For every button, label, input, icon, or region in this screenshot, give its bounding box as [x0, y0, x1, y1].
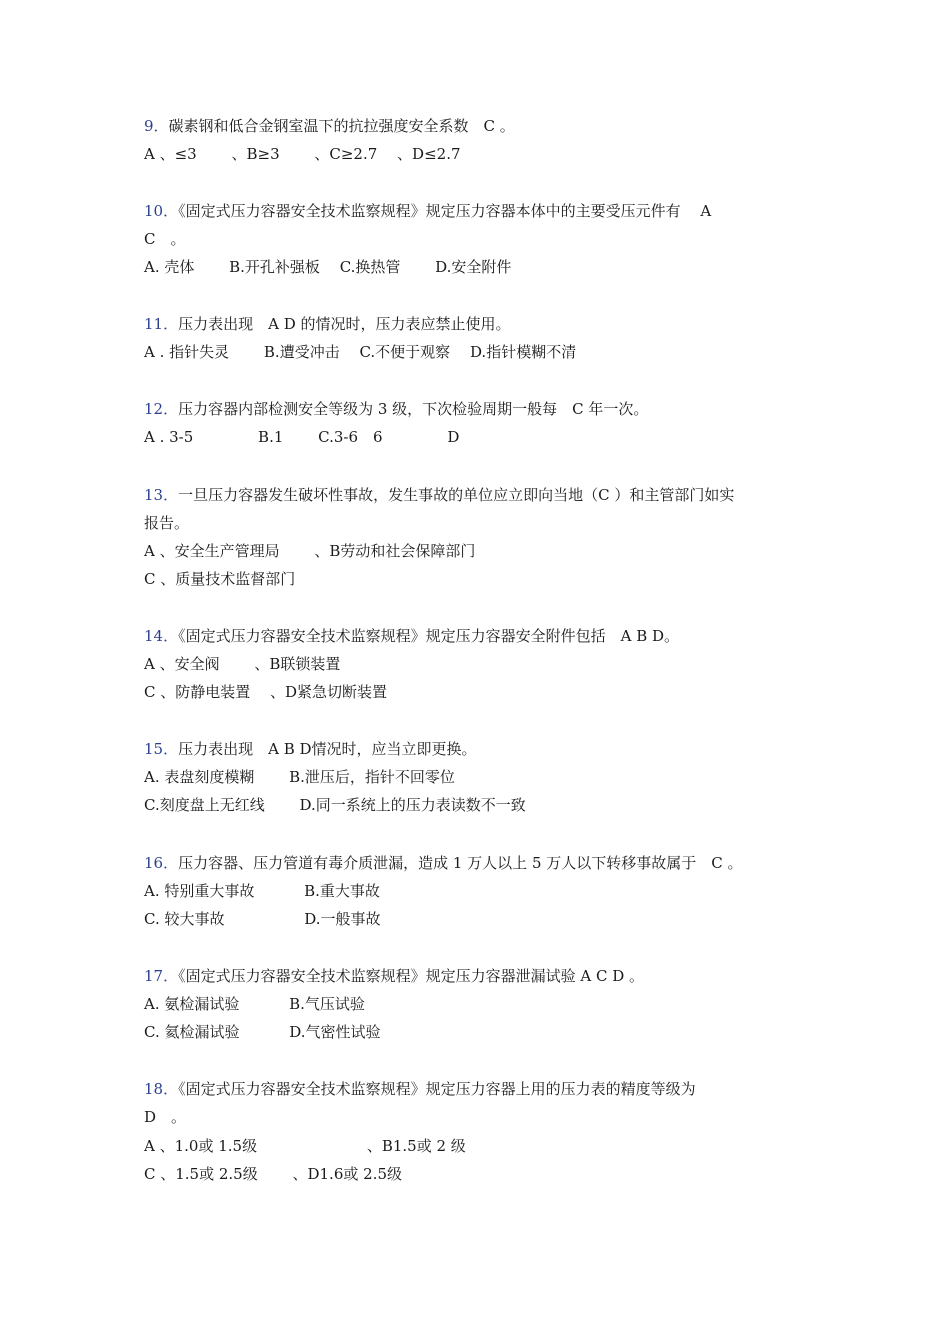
option-line: A . 指针失灵 B.遭受冲击 C.不便于观察 D.指针模糊不清: [144, 343, 577, 361]
question-stem: [144, 739, 477, 759]
question-text-continued: D 。: [144, 1108, 187, 1126]
option-line: C.刻度盘上无红线 D.同一系统上的压力表读数不一致: [144, 796, 526, 814]
question-text: 压力容器、压力管道有毒介质泄漏，造成 1 万人以上 5 万人以下转移事故属于 C 。: [178, 854, 743, 872]
question-stem: [144, 399, 648, 419]
option-line: A 、1.0或 1.5级 、B1.5或 2 级: [144, 1137, 466, 1155]
question-stem: [144, 201, 711, 221]
question-text: 一旦压力容器发生破坏性事故，发生事故的单位应立即向当地（C ）和主管部门如实: [178, 486, 735, 504]
question-text: 压力表出现 A B D情况时，应当立即更换。: [178, 740, 477, 758]
option-line: A . 3-5 B.1 C.3-6 6 D: [144, 428, 460, 446]
question-number: 12．: [144, 400, 179, 418]
question-stem: [144, 485, 734, 505]
question-stem: [144, 116, 515, 136]
option-line: A. 氨检漏试验 B.气压试验: [144, 995, 365, 1013]
question-text: 《固定式压力容器安全技术监察规程》规定压力容器泄漏试验 A C D 。: [178, 967, 645, 985]
option-line: C 、1.5或 2.5级 、D1.6或 2.5级: [144, 1165, 402, 1183]
question-stem: [144, 966, 644, 986]
option-line: C. 较大事故 D.一般事故: [144, 910, 381, 928]
question-text: 《固定式压力容器安全技术监察规程》规定压力容器上用的压力表的精度等级为: [178, 1080, 696, 1098]
option-line: C 、质量技术监督部门: [144, 570, 296, 588]
question-number: 18．: [144, 1080, 179, 1098]
option-line: C. 氦检漏试验 D.气密性试验: [144, 1023, 381, 1041]
option-line: A 、安全生产管理局 、B劳动和社会保障部门: [144, 542, 476, 560]
question-stem: [144, 626, 679, 646]
question-text: 压力容器内部检测安全等级为 3 级，下次检验周期一般每 C 年一次。: [178, 400, 649, 418]
question-number: 14．: [144, 627, 179, 645]
question-number: 17．: [144, 967, 179, 985]
question-stem: [144, 314, 511, 334]
option-line: A. 特别重大事故 B.重大事故: [144, 882, 380, 900]
question-text: 碳素钢和低合金钢室温下的抗拉强度安全系数 C 。: [168, 117, 515, 135]
question-stem: [144, 853, 743, 873]
option-line: A. 壳体 B.开孔补强板 C.换热管 D.安全附件: [144, 258, 512, 276]
question-number: 9．: [144, 117, 169, 135]
question-number: 13．: [144, 486, 179, 504]
option-line: C 、防静电装置 、D紧急切断装置: [144, 683, 388, 701]
option-line: A 、≤3 、B≥3 、C≥2.7 、D≤2.7: [144, 145, 461, 163]
question-text: 《固定式压力容器安全技术监察规程》规定压力容器本体中的主要受压元件有 A: [178, 202, 712, 220]
question-number: 15．: [144, 740, 179, 758]
question-text: 《固定式压力容器安全技术监察规程》规定压力容器安全附件包括 A B D。: [178, 627, 680, 645]
question-number: 16．: [144, 854, 179, 872]
question-stem: [144, 1079, 696, 1099]
question-text-continued: C 。: [144, 230, 186, 248]
question-number: 10．: [144, 202, 179, 220]
question-number: 11．: [144, 315, 179, 333]
question-text: 压力表出现 A D 的情况时，压力表应禁止使用。: [178, 315, 511, 333]
option-line: A. 表盘刻度模糊 B.泄压后，指针不回零位: [144, 768, 455, 786]
question-text-continued: 报告。: [144, 514, 190, 532]
option-line: A 、安全阀 、B联锁装置: [144, 655, 341, 673]
